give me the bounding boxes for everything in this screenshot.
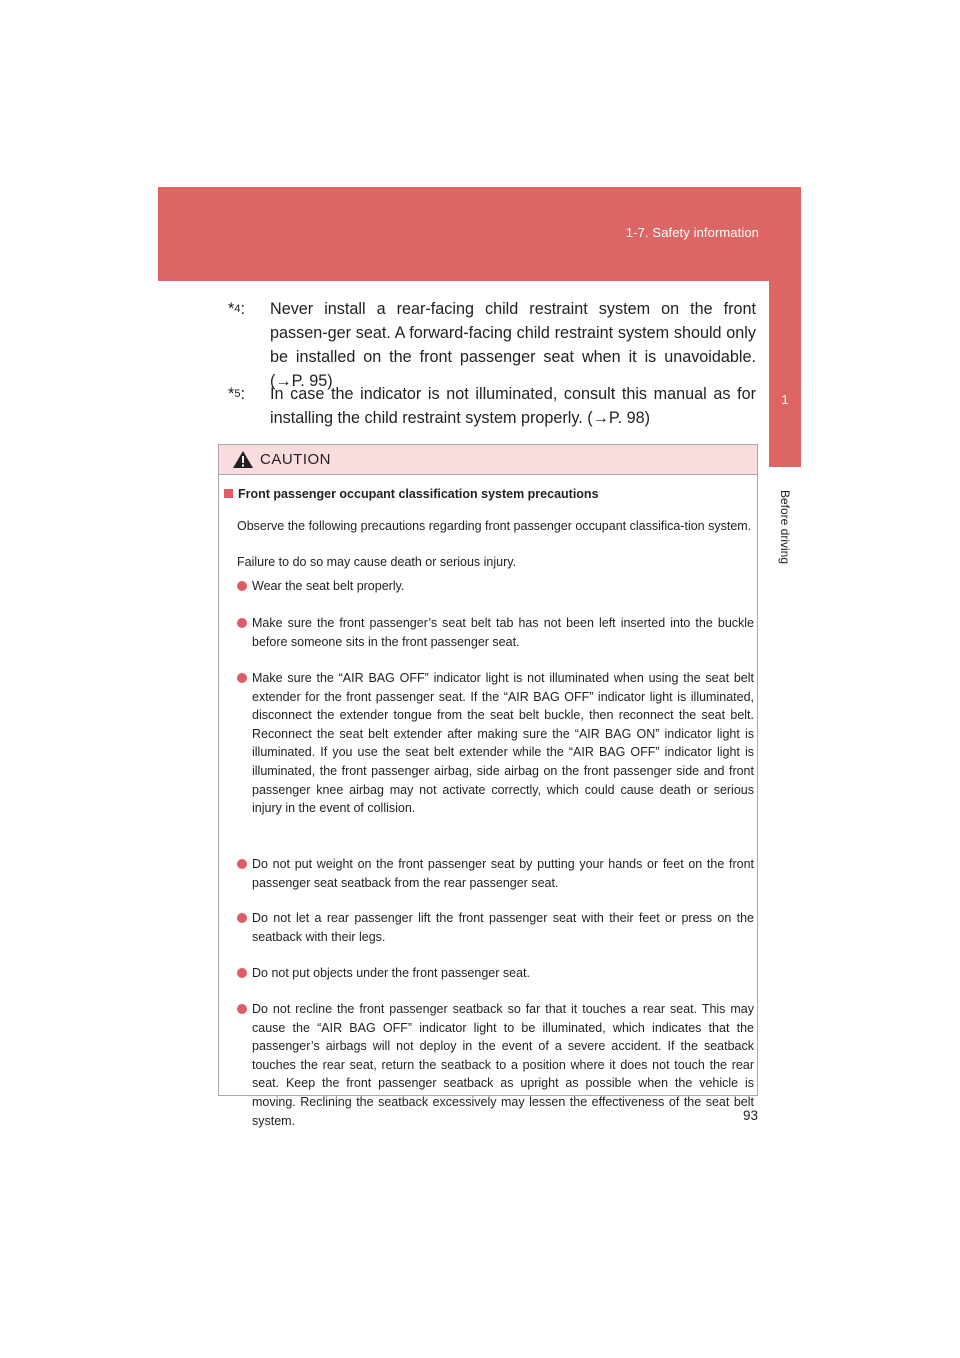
footnote-4 (228, 297, 756, 393)
bullet-icon (237, 1004, 247, 1014)
bullet-icon (237, 618, 247, 628)
chapter-label: Before driving (778, 489, 793, 565)
chapter-tab (769, 187, 801, 467)
footnote-text: In case the indicator is not illuminated, consult this manual as for installing the child restraint system properly. (→P. 98) (270, 385, 756, 427)
header-band (158, 187, 801, 281)
chapter-tab-label (769, 467, 801, 587)
bullet-icon (237, 673, 247, 683)
footnote-5 (228, 382, 756, 430)
caution-header (219, 445, 757, 475)
caution-title: CAUTION (260, 451, 331, 468)
footnote-text: Never install a rear-facing child restraint system on the front passen-ger seat. A forward-facing child restraint system should only be installed on the front passenger seat when it is unavoidable. (→P. 95) (270, 300, 756, 390)
list-item: Do not put weight on the front passenger seat by putting your hands or feet on the front passenger seat seatback from the rear passenger seat. (237, 855, 754, 892)
list-item: Wear the seat belt properly. (237, 577, 754, 596)
square-bullet-icon (224, 489, 233, 498)
list-item: Do not put objects under the front passenger seat. (237, 964, 754, 983)
footnote-marker: *$^5$: (228, 385, 245, 403)
list-item: Make sure the front passenger’s seat belt tab has not been left inserted into the buckle before someone sits in the front passenger seat. (237, 614, 754, 651)
bullet-icon (237, 968, 247, 978)
page-number: 93 (742, 1108, 758, 1123)
footnote-marker: *$^4$: (228, 300, 245, 318)
list-item: Do not let a rear passenger lift the front passenger seat with their feet or press on the seatback with their legs. (237, 909, 754, 946)
list-item: Do not recline the front passenger seatback so far that it touches a rear seat. This may cause the “AIR BAG OFF” indicator light to be illuminated, which indicates that the passenger’s airbags will not deploy in the event of a severe accident. If the seatback touches the rear seat, return the seatback to a position where it does not touch the rear seat. Keep the front passenger seatback as upright as possible when the vehicle is moving. Reclining the seatback excessively may lessen the effectiveness of the seat belt system. (237, 1000, 754, 1130)
bullet-icon (237, 581, 247, 591)
caution-heading: Front passenger occupant classification system precautions (224, 487, 599, 501)
bullet-icon (237, 913, 247, 923)
bullet-icon (237, 859, 247, 869)
caution-warning: Failure to do so may cause death or serious injury. (237, 555, 517, 569)
caution-intro: Observe the following precautions regarding front passenger occupant classifica-tion system. (237, 519, 752, 533)
list-item: Make sure the “AIR BAG OFF” indicator light is not illuminated when using the seat belt extender for the front passenger seat. If the “AIR BAG OFF” indicator light is illuminated, disconnect the extender tongue from the seat belt buckle, then reconnect the seat belt. Reconnect the seat belt extender after making sure the “AIR BAG ON” indicator light is illuminated. If you use the seat belt extender while the “AIR BAG OFF” indicator light is illuminated, the front passenger airbag, side airbag on the front passenger side and front passenger knee airbag may not activate correctly, which could cause death or serious injury in the event of collision. (237, 669, 754, 818)
chapter-number: 1 (781, 392, 789, 407)
warning-triangle-icon (232, 450, 254, 469)
section-title: 1-7. Safety information (625, 225, 759, 240)
